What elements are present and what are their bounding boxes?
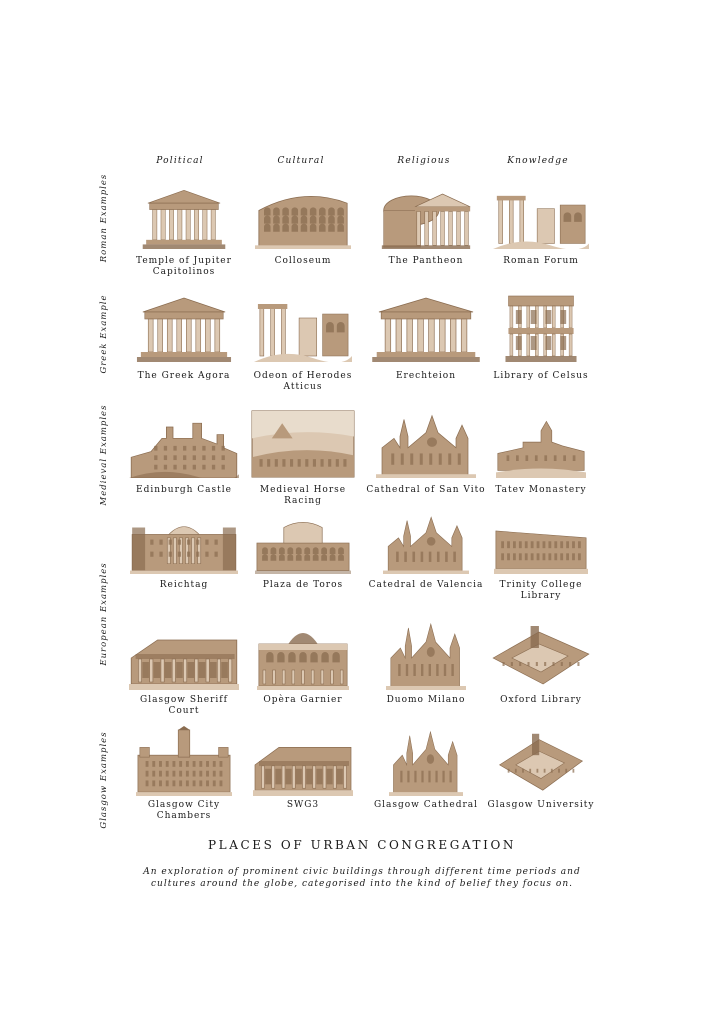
- building-caption: Glasgow University: [487, 800, 595, 810]
- modern-building-icon: [129, 618, 239, 690]
- library-block-icon: [494, 512, 588, 574]
- building-caption: Catedral de Valencia: [368, 580, 484, 590]
- building-cell: [243, 410, 363, 509]
- building-cell: [243, 183, 363, 280]
- building-caption: Glasgow Cathedral: [373, 800, 479, 810]
- temple-icon: [370, 290, 482, 362]
- row-label-european: European Examples: [99, 562, 109, 666]
- page-subtitle: [0, 866, 724, 890]
- temple-icon: [135, 290, 233, 362]
- building-cell: [129, 618, 239, 719]
- building-cell: [243, 618, 363, 719]
- cathedral-icon: [376, 410, 476, 478]
- building-cell: [364, 290, 489, 395]
- parliament-icon: [130, 512, 238, 574]
- subtitle-line-1: An exploration of prominent civic buildings through different time periods and: [143, 867, 581, 877]
- ruins-icon: [254, 290, 352, 362]
- page-title: PLACES OF URBAN CONGREGATION: [208, 838, 516, 852]
- row-label-greek: Greek Example: [99, 294, 109, 374]
- opera-house-icon: [257, 618, 349, 690]
- building-caption: Glasgow City Chambers: [147, 800, 221, 821]
- building-cell: [364, 618, 489, 719]
- library-facade-icon: [504, 290, 578, 362]
- painting-icon: [251, 410, 355, 478]
- building-cell: [129, 290, 239, 395]
- temple-icon: [141, 183, 227, 249]
- row-label-glasgow: Glasgow Examples: [99, 731, 109, 829]
- building-caption: Cathedral of San Vito: [366, 485, 486, 495]
- building-cell: [481, 618, 601, 719]
- building-cell: [364, 410, 489, 509]
- building-caption: Oxford Library: [500, 695, 582, 705]
- building-caption: Colloseum: [274, 256, 332, 266]
- building-cell: [481, 410, 601, 509]
- building-cell: [364, 183, 489, 280]
- building-caption: Odeon of Herodes Atticus: [253, 371, 353, 392]
- column-header-religious: Religious: [397, 156, 451, 166]
- building-caption: Roman Forum: [503, 256, 579, 266]
- building-caption: Edinburgh Castle: [136, 485, 232, 495]
- arena-icon: [255, 512, 351, 574]
- column-header-cultural: Cultural: [277, 156, 325, 166]
- row-label-roman: Roman Examples: [99, 173, 109, 263]
- aerial-campus-icon: [496, 726, 586, 796]
- building-cell: [481, 512, 601, 604]
- building-caption: Tatev Monastery: [495, 485, 587, 495]
- aerial-campus-icon: [489, 618, 593, 690]
- castle-icon: [129, 410, 239, 478]
- colosseum-icon: [255, 183, 351, 249]
- building-cell: [481, 183, 601, 280]
- building-cell: [481, 290, 601, 395]
- building-caption: Opèra Garnier: [263, 695, 343, 705]
- building-cell: [243, 726, 363, 824]
- cathedral-icon: [383, 512, 469, 574]
- building-caption: Plaza de Toros: [262, 580, 344, 590]
- building-caption: SWG3: [286, 800, 320, 810]
- building-cell: [129, 726, 239, 824]
- building-cell: [364, 512, 489, 604]
- building-caption: Duomo Milano: [386, 695, 466, 705]
- column-header-knowledge: Knowledge: [507, 156, 569, 166]
- building-caption: Temple of Jupiter Capitolinos: [136, 256, 232, 277]
- building-caption: The Pantheon: [388, 256, 464, 266]
- monastery-icon: [496, 410, 586, 478]
- building-caption: The Greek Agora: [137, 371, 231, 381]
- pantheon-icon: [380, 183, 472, 249]
- building-caption: Erechteion: [395, 371, 457, 381]
- row-label-medieval: Medieval Examples: [99, 404, 109, 506]
- building-caption: Medieval Horse Racing: [259, 485, 347, 506]
- building-cell: [243, 512, 363, 604]
- building-cell: [364, 726, 489, 824]
- cathedral-icon: [389, 726, 463, 796]
- building-caption: Trinity College Library: [499, 580, 583, 601]
- city-hall-icon: [136, 726, 232, 796]
- subtitle-line-2: cultures around the globe, categorised into the kind of belief they focus on.: [150, 879, 573, 889]
- building-caption: Reichtag: [159, 580, 209, 590]
- building-cell: [481, 726, 601, 824]
- building-caption: Glasgow Sheriff Court: [140, 695, 228, 716]
- modern-building-icon: [253, 726, 353, 796]
- building-caption: Library of Celsus: [493, 371, 589, 381]
- building-cell: [129, 410, 239, 509]
- cathedral-icon: [386, 618, 466, 690]
- building-cell: [129, 183, 239, 280]
- building-cell: [243, 290, 363, 395]
- column-header-political: Political: [156, 156, 204, 166]
- ruins-icon: [493, 183, 589, 249]
- building-cell: [129, 512, 239, 604]
